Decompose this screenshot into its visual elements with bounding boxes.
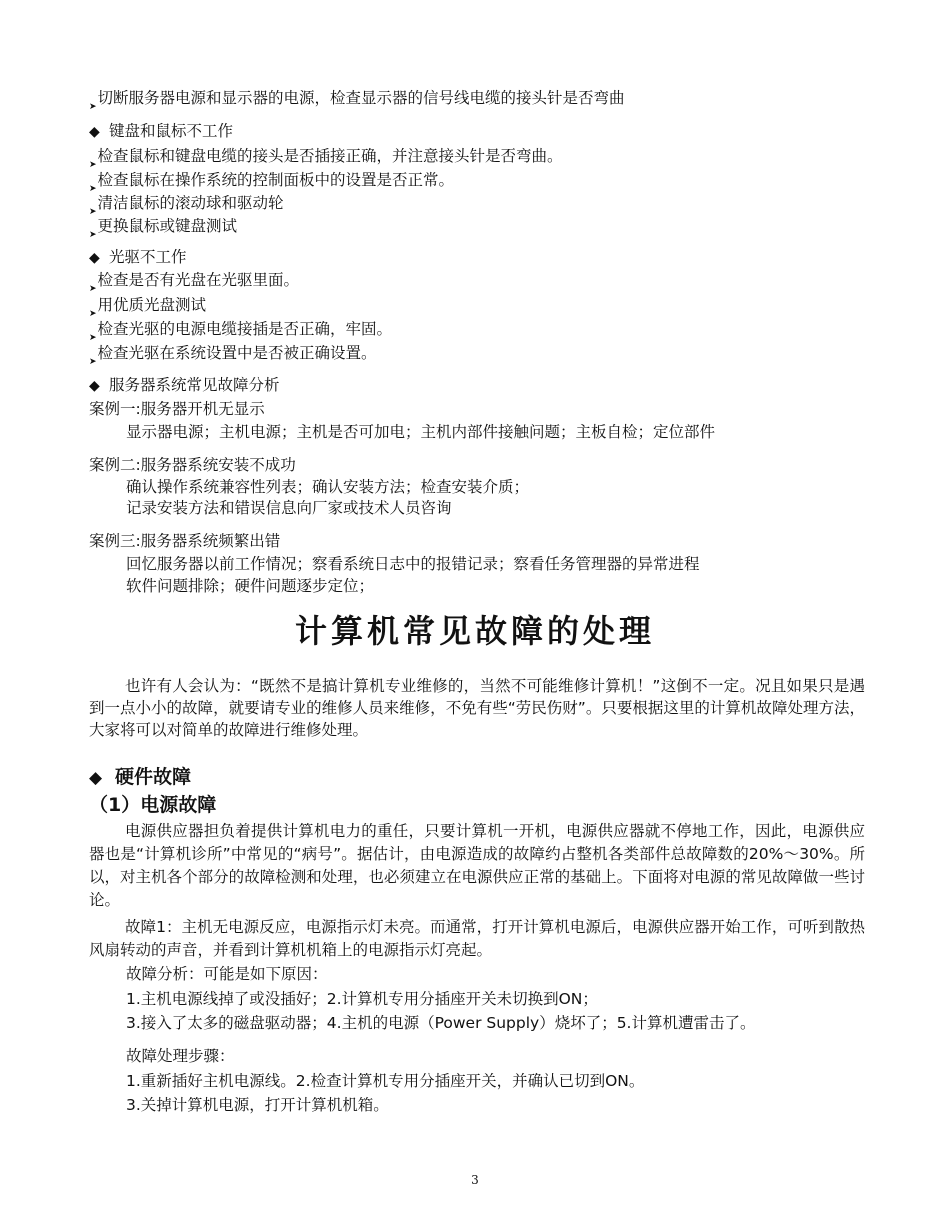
case-title: 案例三:服务器系统频繁出错: [89, 532, 281, 550]
list-item: ➤更换鼠标或键盘测试: [89, 216, 237, 239]
section-heading: ◆ 光驱不工作: [89, 248, 187, 266]
list-item: ➤检查是否有光盘在光驱里面。: [89, 270, 299, 293]
arrow-bullet-icon: ➤: [89, 309, 97, 319]
steps-label: 故障处理步骤：: [126, 1047, 235, 1065]
steps-line: 1.重新插好主机电源线。2.检查计算机专用分插座开关，并确认已切到ON。: [126, 1072, 645, 1090]
analysis-line: 3.接入了太多的磁盘驱动器；4.主机的电源（Power Supply）烧坏了；5.计算机遭雷击了。: [126, 1014, 756, 1032]
body-paragraph: 故障1：主机无电源反应，电源指示灯未亮。而通常，打开计算机电源后，电源供应器开始工作，可听到散热风扇转动的声音，并看到计算机机箱上的电源指示灯亮起。: [89, 918, 865, 959]
diamond-bullet-icon: ◆: [89, 250, 100, 266]
case-line: 显示器电源；主机电源；主机是否可加电；主机内部件接触问题；主板自检；定位部件: [126, 423, 716, 441]
case-title: 案例一:服务器开机无显示: [89, 400, 265, 418]
arrow-bullet-icon: ➤: [89, 184, 97, 194]
arrow-bullet-icon: ➤: [89, 230, 97, 240]
list-item: ➤切断服务器电源和显示器的电源，检查显示器的信号线电缆的接头针是否弯曲: [89, 88, 625, 111]
list-item: ➤用优质光盘测试: [89, 295, 206, 318]
diamond-bullet-icon: ◆: [89, 378, 100, 394]
subsection-heading: （1）电源故障: [89, 794, 217, 816]
case-title: 案例二:服务器系统安装不成功: [89, 456, 296, 474]
list-item: ➤清洁鼠标的滚动球和驱动轮: [89, 193, 284, 216]
arrow-bullet-icon: ➤: [89, 333, 97, 343]
list-item: ➤检查鼠标和键盘电缆的接头是否插接正确，并注意接头针是否弯曲。: [89, 146, 563, 169]
section-heading: ◆ 硬件故障: [89, 766, 192, 788]
list-item: ➤检查光驱的电源电缆接插是否正确，牢固。: [89, 319, 392, 342]
arrow-bullet-icon: ➤: [89, 207, 97, 217]
analysis-label: 故障分析：可能是如下原因：: [126, 965, 328, 983]
arrow-bullet-icon: ➤: [89, 357, 97, 367]
analysis-line: 1.主机电源线掉了或没插好；2.计算机专用分插座开关未切换到ON；: [126, 990, 598, 1008]
list-item: ➤检查鼠标在操作系统的控制面板中的设置是否正常。: [89, 170, 454, 193]
case-line: 确认操作系统兼容性列表；确认安装方法；检查安装介质；: [126, 478, 530, 496]
section-heading: ◆ 服务器系统常见故障分析: [89, 376, 280, 394]
diamond-bullet-icon: ◆: [89, 124, 100, 140]
diamond-bullet-icon: ◆: [89, 768, 103, 788]
page-number: 3: [471, 1173, 479, 1187]
arrow-bullet-icon: ➤: [89, 284, 97, 294]
body-paragraph: 电源供应器担负着提供计算机电力的重任，只要计算机一开机，电源供应器就不停地工作，因此，电源供应器也是“计算机诊所”中常见的“病号”。据估计，由电源造成的故障约占整机各类部件总故障数的20%～30%。所以，对主机各个部分的故障检测和处理，也必须建立在电源供应正常的基础上。下面将对电源的常见故障做一些讨论。: [89, 822, 865, 909]
list-item: ➤检查光驱在系统设置中是否被正确设置。: [89, 343, 377, 366]
arrow-bullet-icon: ➤: [89, 102, 97, 112]
page-title: 计算机常见故障的处理: [294, 612, 655, 650]
section-heading: ◆ 键盘和鼠标不工作: [89, 122, 234, 140]
case-line: 软件问题排除；硬件问题逐步定位；: [126, 577, 375, 595]
arrow-bullet-icon: ➤: [89, 160, 97, 170]
case-line: 回忆服务器以前工作情况；察看系统日志中的报错记录；察看任务管理器的异常进程: [126, 555, 700, 573]
intro-paragraph: 也许有人会认为：“既然不是搞计算机专业维修的，当然不可能维修计算机！”这倒不一定。况且如果只是遇到一点小小的故障，就要请专业的维修人员来维修，不免有些“劳民伤财”。只要根据这里的计算机故障处理方法，大家将可以对简单的故障进行维修处理。: [89, 677, 865, 739]
steps-line: 3.关掉计算机电源，打开计算机机箱。: [126, 1096, 389, 1114]
case-line: 记录安装方法和错误信息向厂家或技术人员咨询: [126, 499, 452, 517]
